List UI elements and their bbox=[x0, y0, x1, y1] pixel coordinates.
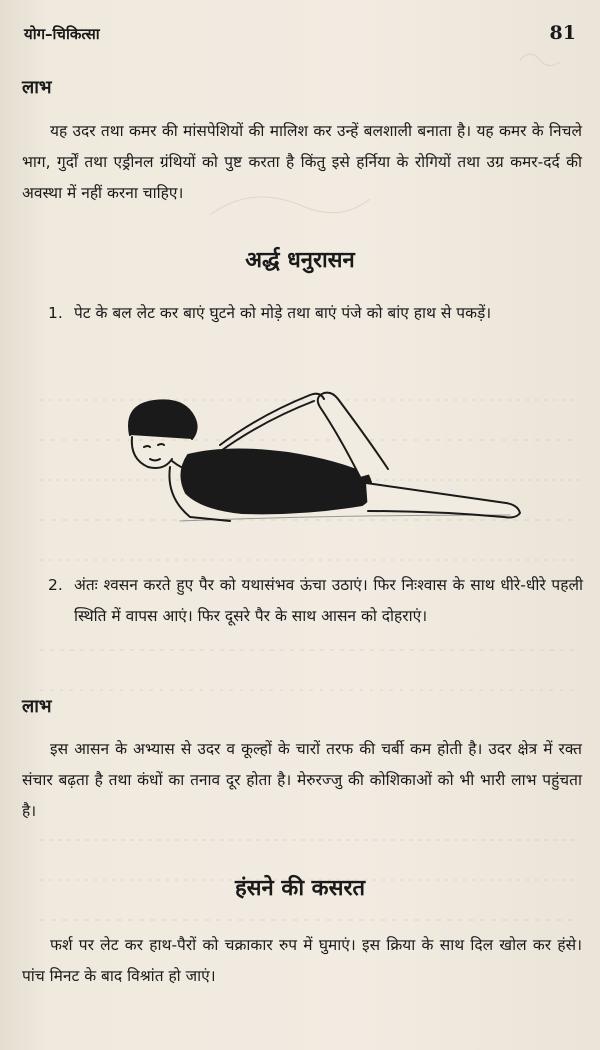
running-header bbox=[24, 22, 576, 52]
exercise-title: हंसने की कसरत bbox=[235, 876, 365, 901]
asana-step-2 bbox=[48, 570, 583, 632]
page-number: 81 bbox=[549, 22, 576, 44]
asana-title: अर्द्ध धनुरासन bbox=[245, 248, 355, 273]
half-bow-pose-illustration bbox=[110, 385, 530, 525]
step-number: 2. bbox=[48, 576, 63, 594]
section-heading-benefits-1: लाभ bbox=[22, 77, 52, 98]
step-text: अंतः श्वसन करते हुए पैर को यथासंभव ऊंचा उठाएं। फिर निःश्वास के साथ धीरे-धीरे पहली स्थिति में वापस आएं। फिर दूसरे पैर के साथ आसन को दोहराएं। bbox=[74, 576, 583, 625]
step-text: पेट के बल लेट कर बाएं घुटने को मोड़े तथा बाएं पंजे को बांए हाथ से पकड़ें। bbox=[74, 304, 492, 322]
running-title: योग–चिकित्सा bbox=[24, 25, 100, 43]
benefits-paragraph-2: इस आसन के अभ्यास से उदर व कूल्हों के चारों तरफ की चर्बी कम होती है। उदर क्षेत्र में रक्त संचार बढ़ता है तथा कंधों का तनाव दूर होता है। मेरुरज्जु की कोशिकाओं को भी भारी लाभ पहुंचता है। bbox=[22, 740, 582, 820]
section-heading-benefits-2: लाभ bbox=[22, 696, 52, 717]
benefits-paragraph-1: यह उदर तथा कमर की मांसपेशियों की मालिश कर उन्हें बलशाली बनाता है। यह कमर के निचले भाग, गुर्दों तथा एड्रीनल ग्रंथियों को पुष्ट करता है किंतु इसे हर्निया के रोगियों तथा उग्र कमर-दर्द की अवस्था में नहीं करना चाहिए। bbox=[22, 122, 582, 202]
asana-step-1 bbox=[48, 298, 583, 329]
step-number: 1. bbox=[48, 304, 63, 322]
exercise-paragraph: फर्श पर लेट कर हाथ-पैरों को चक्राकार रुप में घुमाएं। इस क्रिया के साथ दिल खोल कर हंसे। पांच मिनट के बाद विश्रांत हो जाएं। bbox=[22, 936, 582, 985]
